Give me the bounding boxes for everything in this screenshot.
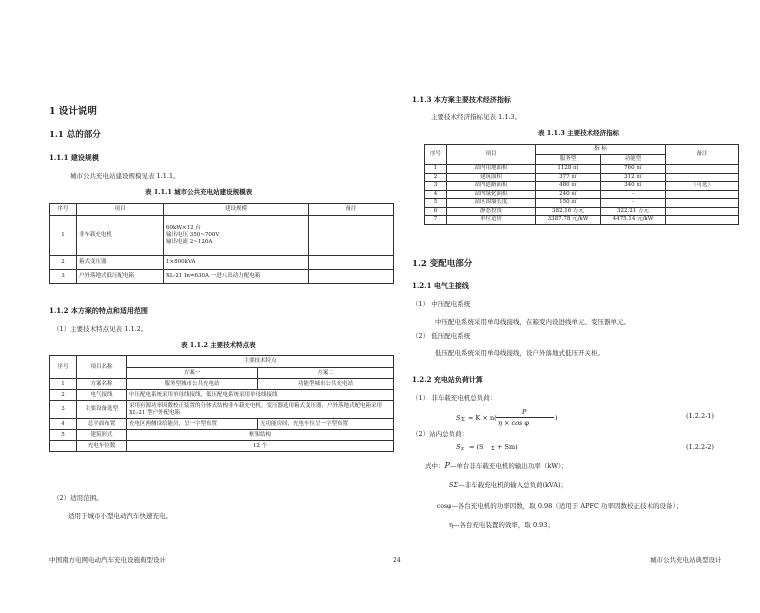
cell: 电气接线	[77, 390, 127, 401]
scope-label: （2）适用范围。	[53, 494, 103, 502]
f2-sub2: Σ	[491, 446, 495, 452]
table-row	[425, 173, 739, 182]
scale-intro: 城市公共充电站建设规模见表 1.1.1。	[70, 172, 180, 180]
cell	[309, 270, 394, 284]
lv-text: 低压配电系统采用单母线接线，设户外落地式低压开关柜。	[435, 349, 604, 357]
table-1-1-3	[424, 144, 739, 225]
cell: 382.16 万元	[536, 207, 601, 216]
table-row	[425, 199, 739, 208]
table-row	[425, 182, 739, 191]
def-s-sigma	[449, 481, 567, 489]
cell: 3	[425, 182, 447, 191]
cell: 3	[50, 401, 77, 419]
cell: -	[601, 190, 666, 199]
fraction-bar	[496, 417, 554, 418]
cell: 2	[50, 256, 77, 270]
th-service: 服务型	[536, 155, 601, 165]
cell	[666, 165, 739, 174]
th-group: 主要技术特点	[127, 356, 394, 368]
table-row	[50, 216, 394, 256]
th-no: 序号	[50, 356, 77, 379]
cell: 总平面布置	[77, 419, 127, 430]
def-text: —非车载充电机的输入总负荷(kVA)；	[458, 481, 568, 489]
page-number: 24	[393, 557, 401, 564]
cell: 12 个	[127, 441, 394, 452]
scope-text: 适用于城市小型电动汽车快速充电。	[68, 512, 172, 520]
scale-line: 60kW×12 台	[166, 225, 201, 231]
cell: 240 ㎡	[536, 190, 601, 199]
f2-eq-number: (1.2.2-2)	[686, 443, 714, 451]
th-index: 指 标	[536, 145, 666, 155]
cell: 箱式变压器	[77, 256, 164, 270]
load2-label: （2）站内总负荷：	[412, 430, 469, 438]
where-symbol: P	[444, 461, 450, 470]
scale-line: 输出电压 350~700V	[166, 232, 220, 238]
cell: 6	[425, 207, 447, 216]
cell: -	[601, 199, 666, 208]
where-label: 式中：	[425, 462, 445, 470]
cell: 312 ㎡	[601, 173, 666, 182]
th-func: 功能型	[601, 155, 666, 165]
cell	[666, 207, 739, 216]
heading-tech: 1.1.3 本方案主要技术经济指标	[412, 95, 511, 104]
tech-intro: 主要技术经济指标见表 1.1.3。	[431, 113, 522, 121]
cell	[666, 173, 739, 182]
cell: （可选）	[666, 182, 739, 191]
table-1-1-2	[49, 355, 394, 452]
cell	[309, 256, 394, 270]
def-symbol: SΣ	[449, 481, 459, 489]
cell: 340 ㎡	[601, 182, 666, 191]
f2-rhs: = (S	[469, 443, 484, 451]
load1-label: （1） 非车载充电机总负荷：	[412, 394, 497, 402]
cell: 5	[425, 199, 447, 208]
th-scheme-1: 方案一	[127, 368, 258, 379]
cell: 站区围墙长度	[447, 199, 536, 208]
cell: 2	[425, 173, 447, 182]
table-row	[425, 190, 739, 199]
formula-2	[456, 443, 746, 455]
section-title-design: 1 设计说明	[49, 106, 97, 117]
scale-line: 输出电流 2~120A	[166, 239, 213, 245]
th-name: 项目名称	[77, 356, 127, 379]
cell: 4475.14 元/kW	[601, 216, 666, 225]
section-title-general: 1.1 总的部分	[49, 130, 101, 140]
cell: 1	[50, 216, 77, 256]
table-row	[50, 390, 394, 401]
cell	[666, 199, 739, 208]
f1-sub: Σ	[461, 417, 465, 423]
f2-sub: z	[461, 446, 464, 452]
cell: 户外落地式低压配电箱	[77, 270, 164, 284]
cell: 5	[50, 430, 77, 441]
def-cos-phi	[437, 502, 682, 511]
heading-main-wiring: 1.2.1 电气主接线	[412, 281, 469, 290]
th-note: 备注	[309, 204, 394, 216]
cell: 静态投资	[447, 207, 536, 216]
f1-eq-number: (1.2.2-1)	[686, 412, 714, 420]
cell: 1×800kVA	[164, 256, 309, 270]
footer-left: 中国南方电网电动汽车充电设施典型设计	[49, 556, 166, 564]
cell: XL-21 In=630A 一进八出动力配电箱	[164, 270, 309, 284]
table-row	[50, 419, 394, 430]
cell: 322.21 万元	[601, 207, 666, 216]
def-text: —各台充电机的功率因数，取 0.98（适用于 APFC 功率因数校正技术的设备）；	[451, 502, 683, 510]
table-row	[425, 207, 739, 216]
footer-right: 城市公共充电站典型设计	[650, 556, 722, 564]
th-scale: 建设规模	[164, 204, 309, 216]
cell: 2	[50, 390, 77, 401]
table-row	[50, 441, 394, 452]
table-1-1-3-caption: 表 1.1.3 主要技术经济指标	[538, 129, 620, 137]
table-1-1-1	[49, 203, 394, 284]
features-intro: （1）主要技术特点见表 1.1.2。	[53, 325, 148, 333]
f1-den: η × cos φ	[498, 419, 529, 427]
where-text: —单台非车载充电机的输出功率（kW）；	[449, 462, 568, 470]
cell: 3	[50, 270, 77, 284]
cell	[666, 216, 739, 225]
th-no: 序号	[425, 145, 447, 165]
def-text: —各台充电装置的效率，取 0.93；	[452, 521, 554, 529]
cell: 无功能房间，充电车位呈一字型布置	[258, 419, 394, 430]
cell: 站内道路面积	[447, 182, 536, 191]
cell: 中压配电系统采用单母线接线，低压配电系统采用单母线接线	[127, 390, 394, 401]
cell: 480 ㎡	[536, 182, 601, 191]
heading-features: 1.1.2 本方案的特点和适用范围	[49, 306, 148, 315]
cell: 站内绿化面积	[447, 190, 536, 199]
table-row	[50, 379, 394, 390]
cell: 1128 ㎡	[536, 165, 601, 174]
cell: 3387.78 元/kW	[536, 216, 601, 225]
table-row	[50, 270, 394, 284]
cell: 7	[425, 216, 447, 225]
cell	[309, 216, 394, 256]
table-row	[50, 401, 394, 419]
cell: 建筑面积	[447, 173, 536, 182]
cell: 1	[425, 165, 447, 174]
cell: 377 ㎡	[536, 173, 601, 182]
cell	[666, 190, 739, 199]
cell: 功能型城市公共充电站	[258, 379, 394, 390]
th-no: 序号	[50, 204, 77, 216]
cell: 单位造价	[447, 216, 536, 225]
mv-text: 中压配电系统采用单母线接线，在箱变内设进线单元、变压器单元。	[435, 318, 630, 326]
table-row	[50, 430, 394, 441]
cell: 非车载充电机	[77, 216, 164, 256]
f2-tail: + Sm)	[497, 443, 518, 451]
cell: 1	[50, 379, 77, 390]
heading-load-calc: 1.2.2 充电站负荷计算	[412, 375, 483, 384]
cell: 建筑形式	[77, 430, 127, 441]
cell: 4	[425, 190, 447, 199]
table-1-1-1-caption: 表 1.1.1 城市公共充电站建设规模表	[145, 188, 253, 196]
def-eta	[449, 521, 554, 529]
f1-close: )	[555, 414, 558, 422]
where-line	[425, 462, 568, 470]
cell	[164, 216, 309, 256]
lv-label: （2） 低压配电系统	[412, 332, 471, 340]
th-item: 项目	[77, 204, 164, 216]
def-symbol: η	[449, 521, 453, 529]
cell: 方案名称	[77, 379, 127, 390]
table-1-1-2-caption: 表 1.1.2 主要技术特点表	[181, 341, 256, 349]
formula-1	[456, 406, 746, 430]
cell: 760 ㎡	[601, 165, 666, 174]
cell: 框架结构	[127, 430, 394, 441]
cell	[50, 441, 77, 452]
section-title-substation: 1.2 变配电部分	[412, 259, 473, 269]
th-scheme-2: 方案二	[258, 368, 394, 379]
cell: 150 ㎡	[536, 199, 601, 208]
f1-num: P	[522, 408, 527, 416]
mv-label: （1） 中压配电系统	[412, 300, 471, 308]
f2-lhs: S	[456, 443, 461, 451]
th-item: 项目	[447, 145, 536, 165]
table-row	[425, 165, 739, 174]
def-symbol: cosφ	[437, 503, 452, 510]
cell: 充电车位数	[77, 441, 127, 452]
cell: 采用有源功率因数校正装置的分体式结构非车载充电机，变压器选用箱式变压器，户外落地式配电箱采用 XL-21 型户外配电箱	[127, 401, 394, 419]
heading-scale: 1.1.1 建设规模	[49, 153, 99, 162]
cell: 主要设备选型	[77, 401, 127, 419]
table-row	[425, 216, 739, 225]
cell: 4	[50, 419, 77, 430]
th-note: 备注	[666, 145, 739, 165]
cell: 站内用地面积	[447, 165, 536, 174]
f1-lhs: S	[456, 414, 461, 422]
table-row	[50, 256, 394, 270]
cell: 服务型城市公共充电站	[127, 379, 258, 390]
f1-eq: = K × n(	[468, 414, 497, 422]
cell: 充电区两侧设给能房，呈一字型布置	[127, 419, 258, 430]
